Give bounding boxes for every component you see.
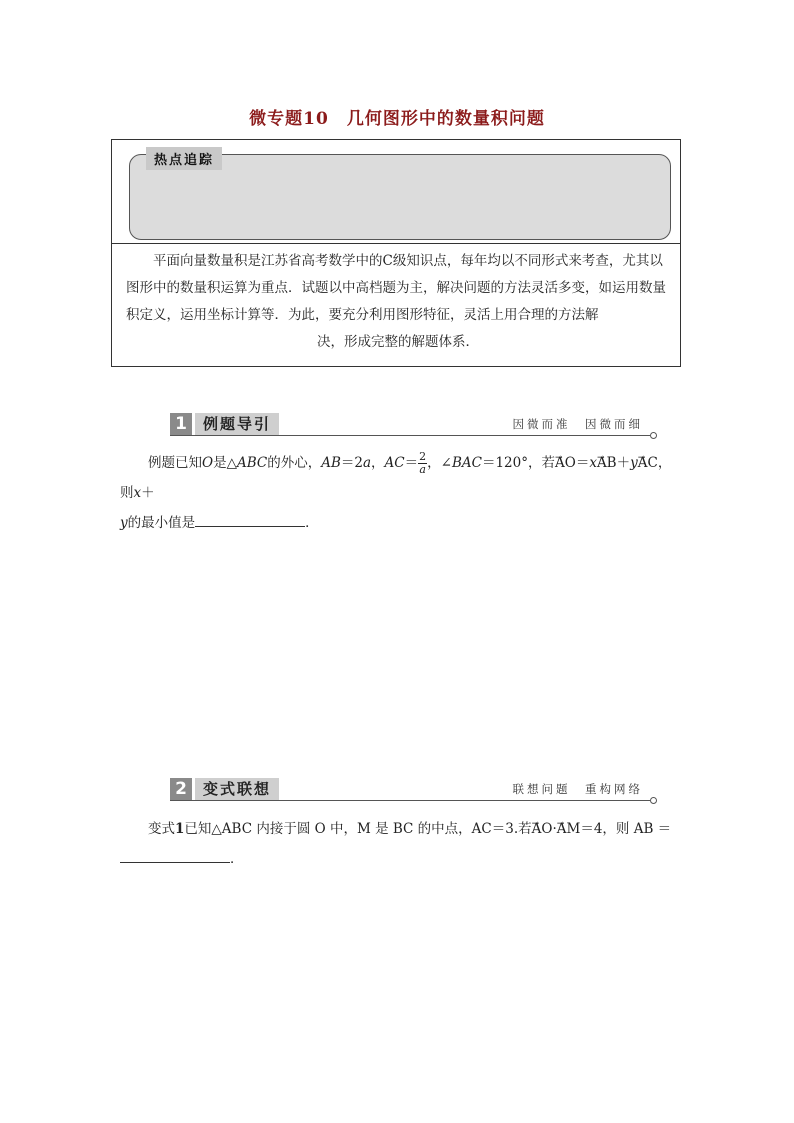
section-motto: 因微而准 因微而细 (512, 417, 643, 431)
section-motto: 联想问题 重构网络 (512, 782, 643, 796)
section-number: 1 (170, 413, 192, 435)
vector-ao: → AO (532, 821, 553, 837)
section-number: 2 (170, 778, 192, 800)
variant-problem: 变式1已知△ABC 内接于圆 O 中，M 是 BC 的中点，AC＝3.若→ AO·→ AM＝4，则 AB ＝ ． (120, 814, 680, 874)
hot-topic-tag: 热点追踪 (146, 147, 222, 170)
hot-topic-paragraph: 平面向量数量积是江苏省高考数学中的C级知识点，每年均以不同形式来考查，尤其以图形中的数量积运算为重点．试题以中高档题为主，解决问题的方法灵活多变，如运用数量积定义，运用坐标计算等．为此，要充分利用图形特征，灵活上用合理的方法解 (126, 253, 666, 323)
rule-end-dot-icon (650, 432, 657, 439)
vector-ab: → AB (597, 455, 617, 471)
page-title: 微专题10 几何图形中的数量积问题 (249, 109, 545, 129)
fraction: $\frac{2}{a}$ (419, 450, 427, 476)
rule-end-dot-icon (650, 797, 657, 804)
section-header-variant (170, 776, 655, 802)
answer-blank (120, 848, 230, 863)
divider (112, 243, 680, 244)
section-header-example (170, 411, 655, 437)
answer-blank (195, 512, 305, 527)
section-label: 例题导引 (195, 413, 279, 435)
section-rule (170, 800, 650, 801)
vector-am: → AM (557, 821, 581, 837)
hot-topic-box (111, 139, 681, 367)
section-rule (170, 435, 650, 436)
vector-ao: → AO (555, 455, 576, 471)
vector-ac: → AC (638, 455, 658, 471)
example-problem: 例题已知O是△ABC的外心，AB＝2a，AC＝ $\frac{2}{a}$ ，∠BAC＝120°，若→ AO＝x→ AB＋y→ AC，则x＋ y的最小值是 ． (120, 448, 680, 538)
hot-topic-paragraph-end: 决，形成完整的解题体系． (317, 334, 479, 350)
hot-topic-text (126, 248, 670, 356)
section-label: 变式联想 (195, 778, 279, 800)
